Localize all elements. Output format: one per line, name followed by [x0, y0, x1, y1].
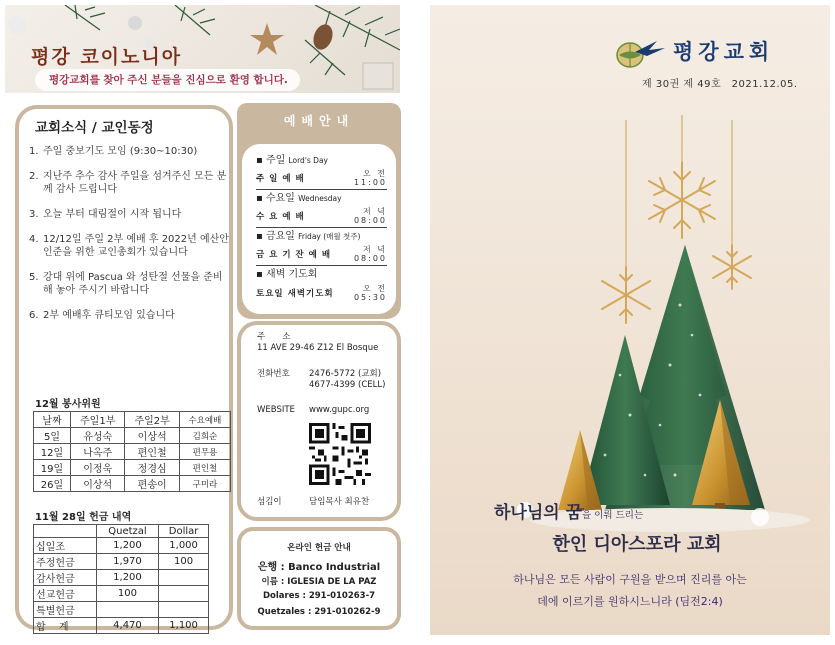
- service-day-en: Lord's Day: [288, 156, 328, 165]
- news-item: 5. 강대 위에 Pascua 와 성탄절 선물을 준비해 놓아 주시기 바랍니다: [29, 272, 223, 296]
- table-cell: 이상석: [70, 476, 124, 492]
- table-cell: 1,100: [159, 618, 209, 634]
- account-name: 이름 : IGLESIA DE LA PAZ: [261, 577, 377, 587]
- banner-title: 평강 코이노니아: [31, 46, 183, 68]
- table-cell: 유성숙: [70, 428, 124, 444]
- welcome-banner: [5, 5, 400, 93]
- table-cell: 26일: [34, 476, 71, 492]
- news-item: 3. 오늘 부터 대림절이 시작 됩니다: [29, 209, 182, 220]
- address-label: 주 소: [257, 332, 291, 342]
- bible-verse: 하나님은 모든 사람이 구원을 받으며 진리를 아는: [513, 573, 747, 586]
- banner-subtitle: 평강교회를 찾아 주신 분들을 진심으로 환영 합니다.: [49, 74, 288, 86]
- service-day-en: Wednesday: [298, 194, 342, 203]
- address-text: 11 AVE 29-46 Z12 El Bosque: [257, 343, 379, 353]
- service-time: 저 녁 08:00: [353, 207, 387, 225]
- online-offering-panel: [237, 527, 401, 630]
- table-row: [34, 586, 209, 602]
- cover-headline-main: 한인 디아스포라 교회: [552, 534, 722, 555]
- table-cell: 1,000: [159, 538, 209, 554]
- cover-headline: 하나님의 꿈을 이뤄 드리는: [494, 503, 644, 523]
- church-info-panel: [237, 321, 401, 521]
- table-cell: 19일: [34, 460, 71, 476]
- volunteers-title: 12월 봉사위원: [35, 399, 101, 410]
- service-item: [256, 154, 387, 190]
- service-day: ▪ 주일: [256, 155, 286, 166]
- service-name: 수 요 예 배: [256, 212, 305, 222]
- qr-code-icon[interactable]: [309, 423, 371, 485]
- table-cell: 감사헌금: [34, 570, 97, 586]
- table-cell: 편송이: [125, 476, 179, 492]
- bible-verse-ref: 데에 이르기를 원하시느니라 (딤전2:4): [537, 595, 723, 608]
- news-item: 6. 2부 예배후 큐티모임 있습니다: [29, 310, 175, 321]
- table-cell: 나옥주: [70, 444, 124, 460]
- bank-name: 은행 : Banco Industrial: [257, 562, 381, 573]
- table-header-cell: 주일2부: [125, 412, 179, 428]
- table-cell: 1,970: [96, 554, 158, 570]
- news-item: 4. 12/12일 주일 2부 예배 후 2022년 예산안 인준을 위한 교인총회가 있습니다: [29, 234, 229, 258]
- worship-guide-list: [242, 144, 396, 314]
- worship-guide-title: 예배안내: [237, 103, 401, 139]
- phone-church: 2476-5772 (교회): [309, 369, 382, 379]
- table-header-cell: 주일1부: [70, 412, 124, 428]
- service-day: ▪ 새벽 기도회: [256, 269, 318, 280]
- table-cell: 12일: [34, 444, 71, 460]
- table-header-row: [34, 525, 209, 538]
- table-header-cell: [34, 525, 97, 538]
- table-row: [34, 602, 209, 618]
- church-news-title: 교회소식 / 교인동정: [35, 120, 154, 136]
- table-cell: 편무용: [179, 444, 230, 460]
- table-cell: 십일조: [34, 538, 97, 554]
- offering-table: [33, 524, 209, 634]
- phone-cell: 4677-4399 (CELL): [309, 380, 386, 390]
- table-row: [34, 444, 231, 460]
- table-cell: 합 계: [34, 618, 97, 634]
- table-cell: 김희순: [179, 428, 230, 444]
- table-cell: 이상석: [125, 428, 179, 444]
- church-news-list: [29, 145, 229, 334]
- table-cell: 100: [159, 554, 209, 570]
- online-offering-title: 온라인 헌금 안내: [287, 543, 351, 553]
- issue-number: 제 30권 제 49호 2021.12.05.: [642, 79, 798, 90]
- dolares-account: Dolares : 291-010263-7: [262, 591, 376, 601]
- left-page: [0, 0, 412, 645]
- news-item: 1. 주일 중보기도 모임 (9:30~10:30): [29, 146, 198, 157]
- table-cell: 정경심: [125, 460, 179, 476]
- phone-label: 전화번호: [257, 369, 290, 379]
- service-day: ▪ 금요일: [256, 231, 295, 242]
- table-header-row: [34, 412, 231, 428]
- news-item: 2. 지난주 추수 감사 주일을 섬겨주신 모든 분께 감사 드립니다: [29, 171, 227, 195]
- worship-guide-panel: [237, 139, 401, 319]
- cover-page: [430, 5, 830, 635]
- table-cell: [159, 586, 209, 602]
- table-row: [34, 460, 231, 476]
- table-cell: 편인철: [179, 460, 230, 476]
- table-cell: [159, 602, 209, 618]
- table-cell: 특별헌금: [34, 602, 97, 618]
- table-header-cell: 수요예배: [179, 412, 230, 428]
- service-day-en: Friday (매월 첫주): [298, 232, 361, 241]
- service-item: [256, 268, 387, 304]
- table-cell: 4,470: [96, 618, 158, 634]
- service-name: 주 일 예 배: [256, 174, 305, 184]
- table-cell: 편인철: [125, 444, 179, 460]
- table-cell: 100: [96, 586, 158, 602]
- table-header-cell: Dollar: [159, 525, 209, 538]
- table-cell: [96, 602, 158, 618]
- table-header-cell: 날짜: [34, 412, 71, 428]
- quetzales-account: Quetzales : 291-010262-9: [257, 607, 381, 617]
- offering-title: 11월 28일 헌금 내역: [35, 512, 132, 523]
- church-news-panel: [15, 105, 233, 633]
- table-cell: 1,200: [96, 538, 158, 554]
- service-time: 오 전 05:30: [353, 283, 387, 302]
- table-cell: 이정욱: [70, 460, 124, 476]
- pastor-name: 담임목사 최유찬: [309, 497, 370, 507]
- table-cell: 선교헌금: [34, 586, 97, 602]
- table-row: [34, 554, 209, 570]
- table-row: [34, 570, 209, 586]
- church-name: 평강교회: [673, 40, 775, 64]
- table-cell: 구미라: [179, 476, 230, 492]
- table-cell: [159, 570, 209, 586]
- service-day: ▪ 수요일: [256, 193, 295, 204]
- service-time: 오 전 11:00: [353, 169, 387, 187]
- table-row: [34, 476, 231, 492]
- table-cell: 5일: [34, 428, 71, 444]
- service-item: [256, 230, 387, 266]
- table-cell: 1,200: [96, 570, 158, 586]
- service-name: 금 요 기 잔 예 배: [256, 250, 332, 260]
- table-cell: 주정헌금: [34, 554, 97, 570]
- website-label: WEBSITE: [257, 405, 295, 415]
- table-row: [34, 538, 209, 554]
- table-row: [34, 618, 209, 634]
- table-header-cell: Quetzal: [96, 525, 158, 538]
- volunteers-table: [33, 411, 231, 492]
- service-name: 토요일 새벽기도회: [256, 288, 334, 299]
- table-row: [34, 428, 231, 444]
- website-link[interactable]: www.gupc.org: [309, 405, 370, 415]
- pastor-label: 섬김이: [257, 497, 282, 507]
- service-item: [256, 192, 387, 228]
- church-logo-icon: [613, 38, 667, 70]
- service-time: 저 녁 08:00: [353, 245, 387, 263]
